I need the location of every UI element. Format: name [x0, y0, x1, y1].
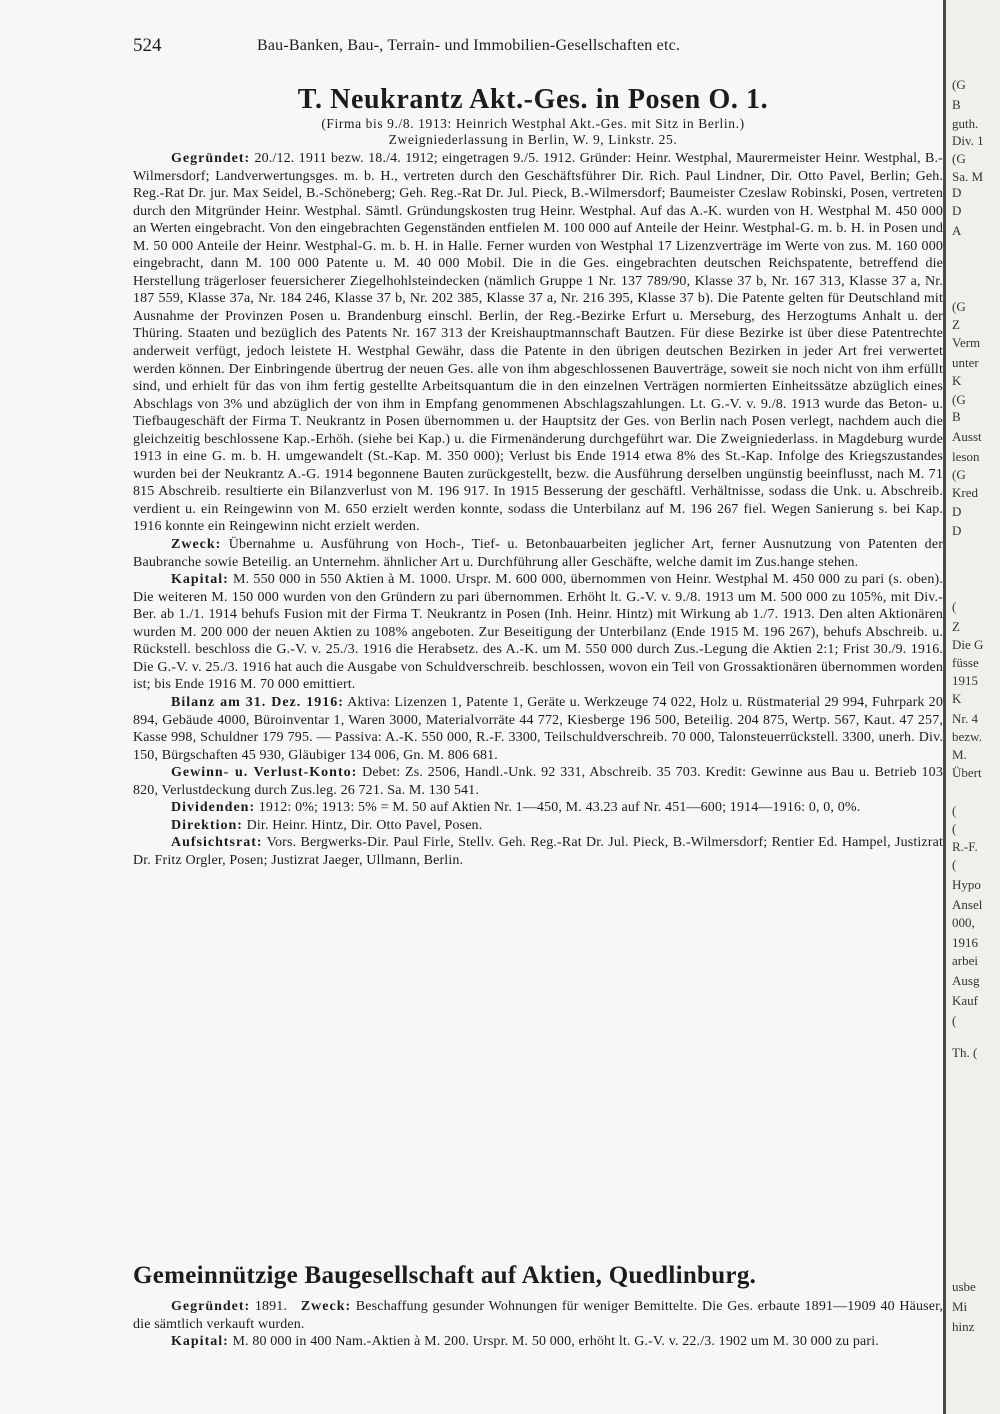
- adjacent-page-fragment: Die G: [952, 637, 984, 652]
- section-text: Aktiva: Lizenzen 1, Patente 1, Geräte u. Werkzeuge 74 022, Holz u. Rüstmaterial 29 994, Fuhrpark 20 894, Gebäude 4000, Büroinventar 1, Waren 3000, Materialvorräte 44 772, Kiesberge 196 500, Beteilig. 204 875, Wertp. 567, Kaut. 47 257, Kasse 998, Schuldner 179 795. — Passiva: A.-K. 550 000, R.-F. 3300, Teilschuldverschreib. 70 000, Talonsteuerrückstell. 3300, unerh. Div. 150, Bürgschaften 45 930, Gläubiger 134 006, Gn. M. 806 681.: [133, 694, 943, 763]
- page-header: [133, 35, 923, 61]
- former-firm-note: (Firma bis 9./8. 1913: Heinrich Westphal Akt.-Ges. mit Sitz in Berlin.): [321, 116, 745, 131]
- adjacent-page-fragment: D: [952, 523, 962, 538]
- section-label: Gegründet:: [171, 151, 251, 166]
- section-text: Übernahme u. Ausführung von Hoch-, Tief- u. Betonbauarbeiten jeglicher Art, ferner Ausnutzung von Patenten der Baubranche sowie Beteilig. an Unternehm. ähnlicher Art u. Durchführung aller Geschäfte, welche damit im Zus.hange stehen.: [133, 537, 943, 570]
- section-text: M. 80 000 in 400 Nam.-Aktien à M. 200. Urspr. M. 50 000, erhöht lt. G.-V. v. 22./3. 1902 um M. 30 000 zu pari.: [232, 1334, 879, 1349]
- section-label: Aufsichtsrat:: [171, 835, 263, 851]
- adjacent-page-fragment: Z: [952, 317, 960, 332]
- adjacent-page-fragment: Übert: [952, 765, 982, 780]
- entry-title-neukrantz: T. Neukrantz Akt.-Ges. in Posen O. 1.: [297, 84, 769, 115]
- page-number: 524: [133, 35, 162, 56]
- adjacent-page-fragment: (: [952, 821, 957, 836]
- section-text: 20./12. 1911 bezw. 18./4. 1912; eingetragen 9./5. 1912. Gründer: Heinr. Westphal, Maurermeister Heinr. Westphal, B.-Wilmersdorf; Landverwertungsges. m. b. H., vertreten durch den Geschäftsführer Dir. Rich. Paul Lindner, Dir. Otto Pavel, Berlin; Geh. Reg.-Rat Dr. jur. Max Seidel, B.-Schöneberg; Geh. Reg.-Rat Dr. Jul. Pieck, B.-Wilmersdorf; Baumeister Czeslaw Robinski, Posen, vertreten durch den Mitgründer Heinr. Westphal. Sämtl. Gründungskosten trug Heinr. Westphal. Auf das A.-K. wurden von H. Westphal M. 450 000 an Werten eingebracht. Von den eingebrachten Gegenständen entfielen M. 100 000 auf Anteile der Heinr. Westphal-G. m. b. H. in Posen und M. 50 000 Anteile der Heinr. Westphal-G. m. b. H. in Halle. Ferner wurden von Westphal 17 Lizenzverträge im Werte von zus. M. 160 000 eingebracht, dann M. 100 000 Patente u. M. 40 000 Mobil. Die in die Ges. eingebrachten deutschen Reichspatente, betreffend die Herstellung trägerloser feuersicherer Ziegelhohlsteindecken (nämlich Gruppe 1 Nr. 137 789/90, Klasse 37 b, Nr. 167 313, Klasse 37 a, Nr. 187 559, Klasse 37a, Nr. 184 246, Klasse 37 b, Nr. 202 385, Klasse 37 a, Nr. 216 395, Klasse 37 b). Die Patente gelten für Deutschland mit Ausnahme der Provinzen Posen u. Brandenburg einschl. Berlin, der Reg.-Bezirke Erfurt u. Merseburg, des Herzogtums Anhalt u. der Thüring. Staaten und bezüglich des Patents Nr. 167 313 der Kreishauptmannschaft Bautzen. Für diese Bezirke ist über diese Patentrechte anderweit verfügt, jedoch leistete H. Westphal Gewähr, dass die Patente in den übrigen deutschen Bezirken in jeder Art frei verwertet werden können. Der Einbringende übertrug der neuen Ges. alle von ihm abgeschlossenen Bauverträge, soweit sie noch nicht von ihm erfüllt sind, und erhielt für das von ihm fertig gestellte Arbeitsquantum die in den einzelnen Verträgen normierten Einheitssätze abzüglich eines Abschlags von 3% und abzüglich der von ihm in Empfang genommenen Abschlagszahlungen. Lt. G.-V. v. 9./8. 1913 wurde das Beton- u. Tiefbaugeschäft der Firma T. Neukrantz in Posen übernommen u. der Hauptsitz der Ges. von Berlin nach Posen verlegt, nachdem auch die gleichzeitig beschlossene Kap.-Erhöh. (siehe bei Kap.) u. die Firmenänderung durchgeführt war. Die Zweigniederlass. in Magdeburg wurde 1913 in eine G. m. b. H. umgewandelt (St.-Kap. M. 350 000); Verlust bis Ende 1914 etwa 8% des St.-Kap. Infolge des Kriegszustandes wurden bei der Neukrantz A.-G. 1914 begonnene Bauten zurückgestellt, bezw. die Ausführung derselben ungünstig beeinflusst, nach M. 71 815 Abschreib. resultierte ein Bilanzverlust von M. 196 917. In 1915 Besserung der geschäftl. Verhältnisse, sodass die Unk. u. Abschreib. verdient u. ein Reingewinn von M. 650 erzielt werden konnte, sodass die Unterbilanz auf M. 196 267 fiel. Wegen Sanierung s. bei Kap. 1916 konnte ein Reingewinn nicht erzielt werden.: [133, 151, 943, 535]
- running-head: Bau-Banken, Bau-, Terrain- und Immobilien-Gesellschaften etc.: [257, 37, 681, 54]
- section-kapital: [133, 1333, 943, 1351]
- adjacent-page-fragment: (: [952, 1013, 957, 1028]
- adjacent-page-fragment: Verm: [952, 335, 981, 350]
- adjacent-page-fragment: Nr. 4: [952, 711, 978, 726]
- section-text: M. 550 000 in 550 Aktien à M. 1000. Urspr. M. 600 000, übernommen von Heinr. Westphal M. 450 000 zu pari (s. oben). Die weiteren M. 150 000 wurden von den Gründern zu pari übernommen. Erhöht lt. G.-V. v. 9./8. 1913 um M. 500 000 zu 105%, mit Div.-Ber. ab 1./1. 1914 behufs Fusion mit der Firma T. Neukrantz in Posen (Inh. Heinr. Hintz) mit Wirkung ab 1./7. 1913. Den alten Aktionären wurden M. 200 000 der neuen Aktien zu 108% angeboten. Zur Beseitigung der Unterbilanz (Ende 1915 M. 196 267), behufs Abschreib. u. Rückstell. beschloss die G.-V. v. 25./3. 1916 die Herabsetz. des A.-K. um M. 550 000 durch Zus.-Legung die Aktien 2:1; Frist 30./9. 1916. Die G.-V. v. 25./3. 1916 hat auch die Ausgabe von Schuldverschreib. beschlossen, wovon ein Teil von Grossaktionären übernommen worden ist; bis Ende 1916 M. 70 000 emittiert.: [133, 572, 943, 693]
- adjacent-page-fragment: B: [952, 409, 961, 424]
- adjacent-page-fragment: 1916: [952, 935, 978, 950]
- adjacent-page-fragment: Ansel: [952, 897, 983, 912]
- adjacent-page-fragment: leson: [952, 449, 980, 464]
- section-label: Bilanz am 31. Dez. 1916:: [171, 694, 344, 710]
- adjacent-page-strip: [943, 0, 1000, 1414]
- branch-note: Zweigniederlassung in Berlin, W. 9, Linkstr. 25.: [388, 132, 678, 147]
- adjacent-page-fragment: B: [952, 97, 961, 112]
- adjacent-page-fragment: Mi: [952, 1299, 968, 1314]
- section-text: 1912: 0%; 1913: 5% = M. 50 auf Aktien Nr. 1—450, M. 43.23 auf Nr. 451—600; 1914—1916: 0, 0, 0%.: [258, 800, 861, 816]
- adjacent-page-fragment: D: [952, 203, 962, 218]
- adjacent-page-fragment: (G: [952, 299, 966, 314]
- adjacent-page-fragment: guth.: [952, 116, 979, 131]
- section-label: Dividenden:: [171, 800, 256, 816]
- adjacent-page-fragment: usbe: [952, 1279, 976, 1294]
- section-text: Dir. Heinr. Hintz, Dir. Otto Pavel, Posen.: [246, 817, 483, 833]
- adjacent-page-fragment: (: [952, 857, 957, 872]
- section-label: Zweck:: [300, 1299, 352, 1314]
- entry-body-quedlinburg: [133, 1298, 943, 1351]
- adjacent-page-fragment: Kauf: [952, 993, 978, 1008]
- adjacent-page-fragment: (: [952, 803, 957, 818]
- section-gegruendet-zweck: [133, 1298, 943, 1333]
- adjacent-page-fragment: hinz: [952, 1319, 975, 1334]
- adjacent-page-fragment: Sa. M: [952, 169, 984, 184]
- section-direktion: [133, 817, 943, 835]
- adjacent-page-fragment: bezw.: [952, 729, 982, 744]
- adjacent-page-fragment: Ausg: [952, 973, 980, 988]
- adjacent-page-fragment: K: [952, 691, 962, 706]
- section-kapital: [133, 571, 943, 694]
- section-label: Gewinn- u. Verlust-Konto:: [171, 765, 358, 781]
- section-bilanz: [133, 694, 943, 764]
- section-label: Kapital:: [171, 1334, 229, 1349]
- adjacent-page-fragment: R.-F.: [952, 839, 978, 854]
- section-aufsichtsrat: [133, 834, 943, 869]
- section-text: Beschaffung gesunder Wohnungen für weniger Bemittelte. Die Ges. erbaute 1891—1909 40 Häuser, die sämtlich verkauft wurden.: [133, 1299, 943, 1332]
- adjacent-page-fragment: (G: [952, 467, 966, 482]
- adjacent-page-fragment: D: [952, 504, 962, 519]
- adjacent-page-fragment: 1915: [952, 673, 978, 688]
- section-label: Direktion:: [171, 817, 243, 833]
- section-dividenden: [133, 799, 943, 817]
- section-text: Vors. Bergwerks-Dir. Paul Firle, Stellv. Geh. Reg.-Rat Dr. Jul. Pieck, B.-Wilmersdorf; Rentier Ed. Hampel, Justizrat Dr. Fritz Orgler, Posen; Justizrat Jaeger, Ullmann, Berlin.: [133, 835, 943, 868]
- section-text: 1891.: [254, 1299, 288, 1314]
- adjacent-page-fragment: füsse: [952, 655, 979, 670]
- adjacent-page-fragment: Z: [952, 619, 960, 634]
- section-label: Kapital:: [171, 572, 229, 588]
- entry-body-neukrantz: [133, 150, 943, 1260]
- adjacent-page-fragment: K: [952, 373, 962, 388]
- adjacent-page-fragment: (: [952, 599, 957, 614]
- adjacent-page-fragment: Hypo: [952, 877, 981, 892]
- adjacent-page-fragment: (G: [952, 392, 966, 407]
- section-zweck: [133, 536, 943, 571]
- adjacent-page-fragment: M.: [952, 747, 967, 762]
- section-text: Debet: Zs. 2506, Handl.-Unk. 92 331, Abschreib. 35 703. Kredit: Gewinne aus Bau u. Betrieb 103 820, Verlustdeckung durch Zus.leg. 26 721. Sa. M. 130 541.: [133, 765, 943, 798]
- adjacent-page-fragment: D: [952, 185, 962, 200]
- section-gewinn-verlust: [133, 764, 943, 799]
- adjacent-page-fragment: Th. (: [952, 1045, 978, 1060]
- adjacent-page-fragment: (G: [952, 151, 966, 166]
- adjacent-page-fragment: arbei: [952, 953, 978, 968]
- adjacent-page-fragment: unter: [952, 355, 979, 370]
- adjacent-page-fragment: Ausst: [952, 429, 982, 444]
- adjacent-page-fragment: A: [952, 223, 962, 238]
- adjacent-page-fragment: (G: [952, 77, 966, 92]
- adjacent-page-fragment: Div. 1: [952, 133, 984, 148]
- adjacent-page-fragment: 000,: [952, 915, 975, 930]
- section-label: Zweck:: [171, 537, 222, 553]
- adjacent-page-fragment: Kred: [952, 485, 978, 500]
- section-label: Gegründet:: [171, 1299, 251, 1314]
- section-gegruendet: [133, 150, 943, 536]
- entry-title-quedlinburg: Gemeinnützige Baugesellschaft auf Aktien, Quedlinburg.: [133, 1262, 757, 1289]
